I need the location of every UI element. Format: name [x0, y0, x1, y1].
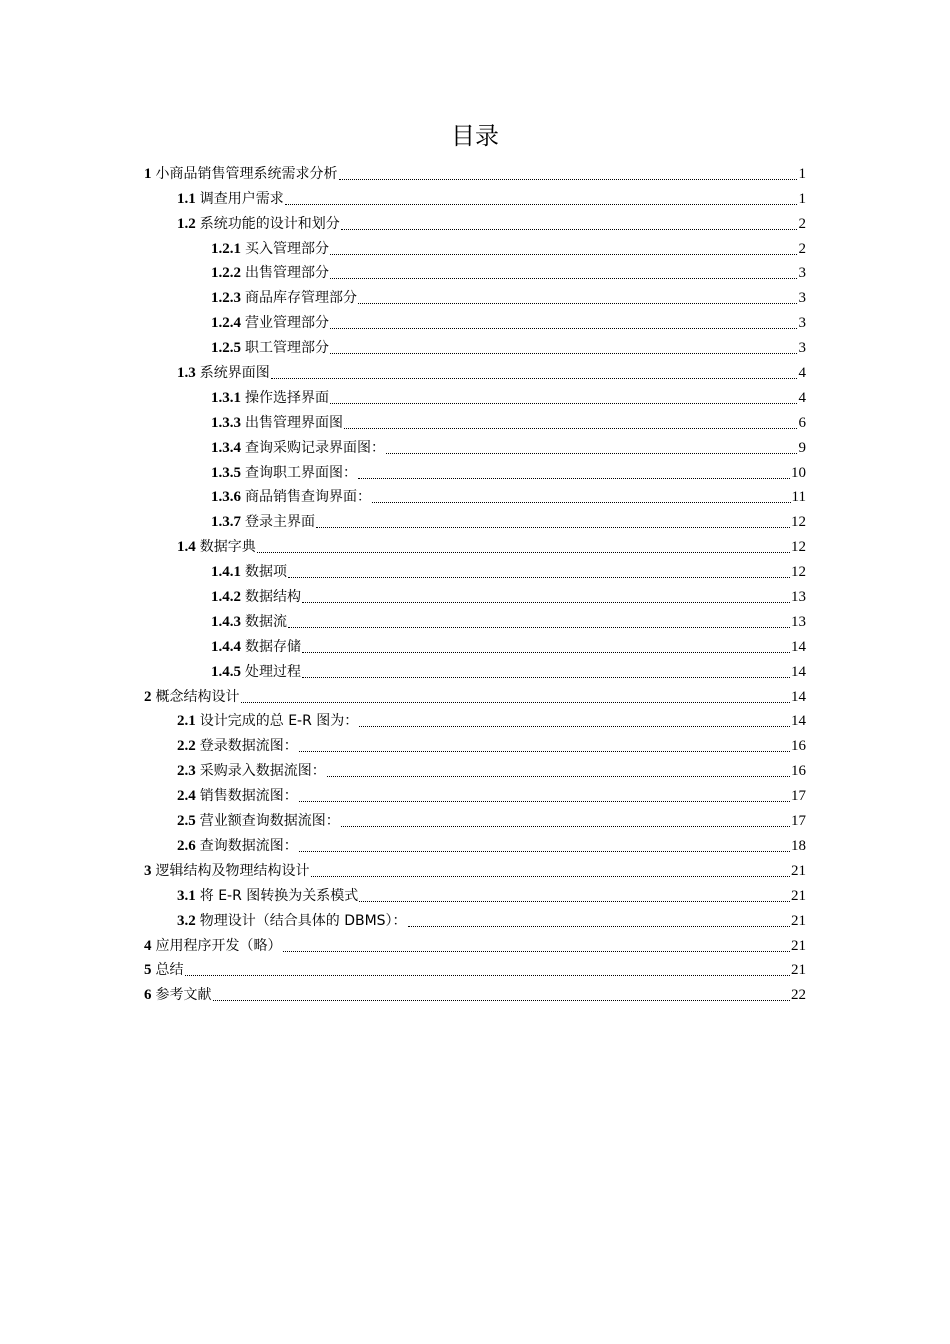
toc-entry-title: 职工管理部分 [245, 340, 329, 357]
toc-entry-title: 商品库存管理部分 [245, 290, 357, 307]
dot-leader [330, 276, 797, 279]
dot-leader [241, 700, 791, 703]
toc-entry-number: 3.2 [177, 912, 196, 929]
toc-entry-title: 查询职工界面图： [245, 464, 357, 481]
toc-entry-number: 2.4 [177, 788, 196, 805]
toc-entry-page: 4 [798, 365, 806, 382]
toc-entry-page: 3 [798, 340, 806, 357]
toc-entry-number: 1.3.6 [211, 489, 241, 506]
dot-leader [330, 401, 797, 404]
toc-entry-number: 1.4.1 [211, 564, 241, 581]
toc-entry-page: 14 [791, 638, 806, 655]
toc-entry-number: 2 [144, 688, 152, 705]
toc-entry[interactable] [144, 161, 806, 186]
toc-entry-page: 9 [798, 439, 806, 456]
toc-entry-number: 1.3.3 [211, 414, 241, 431]
dot-leader [257, 550, 790, 553]
toc-entry-title: 查询采购记录界面图： [245, 439, 385, 456]
toc-entry-number: 4 [144, 937, 152, 954]
toc-entry-number: 2.3 [177, 763, 196, 780]
dot-leader [285, 202, 797, 205]
toc-entry-page: 1 [798, 165, 806, 182]
toc-entry-page: 14 [791, 688, 806, 705]
dot-leader [185, 973, 791, 976]
toc-entry[interactable] [144, 783, 806, 808]
toc-entry[interactable] [144, 908, 806, 933]
toc-entry-page: 13 [791, 613, 806, 630]
toc-entry-number: 1.4 [177, 539, 196, 556]
dot-leader [213, 998, 791, 1001]
toc-entry-number: 1.3.4 [211, 439, 241, 456]
toc-entry-number: 1.2.3 [211, 290, 241, 307]
dot-leader [283, 949, 791, 952]
dot-leader [316, 525, 790, 528]
toc-entry-number: 1.3.7 [211, 514, 241, 531]
dot-leader [386, 451, 797, 454]
toc-entry-page: 17 [791, 813, 806, 830]
toc-entry-page: 2 [798, 215, 806, 232]
toc-entry-number: 1.2.5 [211, 340, 241, 357]
dot-leader [359, 724, 790, 727]
toc-entry-number: 1.4.5 [211, 663, 241, 680]
toc-entry[interactable] [144, 933, 806, 958]
toc-entry-number: 1.4.2 [211, 589, 241, 606]
toc-entry-number: 5 [144, 962, 152, 979]
toc-entry-page: 21 [791, 912, 806, 929]
toc-entry-page: 12 [791, 539, 806, 556]
toc-entry-title: 概念结构设计 [155, 688, 240, 705]
toc-entry[interactable] [144, 559, 806, 584]
dot-leader [359, 899, 790, 902]
toc-entry-title: 操作选择界面 [245, 389, 329, 406]
toc-entry[interactable] [144, 858, 806, 883]
toc-entry-page: 12 [791, 564, 806, 581]
toc-entry-page: 13 [791, 589, 806, 606]
toc-entry-number: 2.6 [177, 837, 196, 854]
toc-entry-page: 14 [791, 663, 806, 680]
toc-entry-title: 物理设计（结合具体的 DBMS）： [199, 912, 407, 929]
toc-entry[interactable] [144, 285, 806, 310]
toc-entry[interactable] [144, 310, 806, 335]
dot-leader [344, 426, 797, 429]
toc-entry-page: 14 [791, 713, 806, 730]
toc-entry-number: 1.3 [177, 365, 196, 382]
toc-entry-page: 1 [798, 190, 806, 207]
toc-entry-page: 2 [798, 240, 806, 257]
toc-entry[interactable] [144, 758, 806, 783]
toc-entry-title: 数据字典 [199, 539, 256, 556]
toc-entry[interactable] [144, 733, 806, 758]
toc-entry-title: 销售数据流图： [199, 788, 298, 805]
dot-leader [330, 351, 797, 354]
toc-entry-title: 数据结构 [245, 589, 301, 606]
toc-entry-title: 数据存储 [245, 638, 301, 655]
toc-entry-number: 1.1 [177, 190, 196, 207]
dot-leader [288, 575, 790, 578]
toc-entry-title: 查询数据流图： [199, 837, 298, 854]
dot-leader [299, 749, 790, 752]
toc-entry-page: 22 [791, 987, 806, 1004]
toc-entry-number: 1.2 [177, 215, 196, 232]
dot-leader [341, 227, 797, 230]
toc-entry-title: 调查用户需求 [199, 190, 284, 207]
toc-entry-title: 数据项 [245, 564, 287, 581]
toc-entry-number: 1.2.2 [211, 265, 241, 282]
toc-entry-number: 1 [144, 165, 152, 182]
toc-entry-page: 10 [791, 464, 806, 481]
toc-entry-title: 登录主界面 [245, 514, 315, 531]
toc-entry[interactable] [144, 360, 806, 385]
toc-entry-number: 2.1 [177, 713, 196, 730]
toc-entry-page: 16 [791, 763, 806, 780]
toc-entry-page: 3 [798, 265, 806, 282]
toc-entry[interactable] [144, 485, 806, 510]
toc-entry[interactable] [144, 833, 806, 858]
toc-entry-number: 1.2.4 [211, 315, 241, 332]
dot-leader [288, 625, 790, 628]
toc-entry[interactable] [144, 883, 806, 908]
toc-entry-title: 出售管理部分 [245, 265, 329, 282]
toc-entry[interactable] [144, 509, 806, 534]
dot-leader [358, 301, 797, 304]
dot-leader [330, 326, 797, 329]
toc-entry[interactable] [144, 534, 806, 559]
toc-entry-title: 营业管理部分 [245, 315, 329, 332]
dot-leader [299, 849, 790, 852]
dot-leader [330, 252, 797, 255]
toc-entry-number: 1.4.4 [211, 638, 241, 655]
dot-leader [302, 650, 790, 653]
toc-entry-title: 商品销售查询界面： [245, 489, 371, 506]
dot-leader [271, 376, 797, 379]
toc-entry-title: 设计完成的总 E-R 图为： [199, 713, 359, 730]
dot-leader [339, 177, 798, 180]
toc-entry-number: 1.3.1 [211, 389, 241, 406]
toc-entry[interactable] [144, 982, 806, 1007]
toc-entry[interactable] [144, 435, 806, 460]
toc-entry[interactable] [144, 261, 806, 286]
toc-entry-page: 21 [791, 937, 806, 954]
toc-entry[interactable] [144, 659, 806, 684]
toc-entry-number: 2.2 [177, 738, 196, 755]
toc-entry-number: 3.1 [177, 887, 196, 904]
toc-entry-title: 登录数据流图： [199, 738, 298, 755]
toc-entry-page: 3 [798, 315, 806, 332]
toc-entry[interactable] [144, 709, 806, 734]
dot-leader [341, 824, 790, 827]
dot-leader [302, 675, 790, 678]
toc-entry[interactable] [144, 684, 806, 709]
toc-entry[interactable] [144, 634, 806, 659]
toc-entry-number: 6 [144, 987, 152, 1004]
toc-entry-page: 4 [798, 389, 806, 406]
toc-entry-number: 2.5 [177, 813, 196, 830]
toc-entry[interactable] [144, 584, 806, 609]
dot-leader [408, 924, 790, 927]
toc-entry-title: 应用程序开发（略） [155, 937, 282, 954]
toc-entry-page: 11 [791, 489, 806, 506]
toc-entry-page: 3 [798, 290, 806, 307]
dot-leader [311, 874, 791, 877]
toc-entry-title: 逻辑结构及物理结构设计 [155, 862, 310, 879]
toc-entry[interactable] [144, 808, 806, 833]
toc-entry-title: 出售管理界面图 [245, 414, 343, 431]
toc-entry-page: 21 [791, 862, 806, 879]
toc-entry-page: 6 [798, 414, 806, 431]
toc-entry-title: 买入管理部分 [245, 240, 329, 257]
dot-leader [327, 774, 790, 777]
toc-entry-title: 营业额查询数据流图： [199, 813, 340, 830]
toc-entry[interactable] [144, 958, 806, 983]
dot-leader [302, 600, 790, 603]
toc-entry-page: 18 [791, 837, 806, 854]
toc-entry[interactable] [144, 335, 806, 360]
toc-entry-number: 1.2.1 [211, 240, 241, 257]
toc-entry-page: 16 [791, 738, 806, 755]
toc-entry-title: 总结 [155, 962, 184, 979]
toc-entry-title: 系统界面图 [199, 365, 270, 382]
toc-entry[interactable] [144, 460, 806, 485]
toc-entry-page: 12 [791, 514, 806, 531]
table-of-contents [144, 161, 806, 1007]
toc-entry-page: 17 [791, 788, 806, 805]
toc-entry[interactable] [144, 186, 806, 211]
toc-entry-title: 系统功能的设计和划分 [199, 215, 340, 232]
toc-entry[interactable] [144, 609, 806, 634]
toc-entry-title: 参考文献 [155, 987, 212, 1004]
dot-leader [358, 476, 790, 479]
toc-entry[interactable] [144, 385, 806, 410]
toc-entry[interactable] [144, 211, 806, 236]
toc-entry-title: 处理过程 [245, 663, 301, 680]
toc-entry-page: 21 [791, 962, 806, 979]
page-title: 目录 [451, 122, 499, 150]
toc-entry-page: 21 [791, 887, 806, 904]
toc-entry-number: 1.4.3 [211, 613, 241, 630]
toc-entry[interactable] [144, 410, 806, 435]
toc-entry-number: 3 [144, 862, 152, 879]
dot-leader [372, 500, 791, 503]
toc-entry[interactable] [144, 236, 806, 261]
toc-entry-title: 将 E-R 图转换为关系模式 [199, 887, 359, 904]
dot-leader [299, 799, 790, 802]
toc-entry-title: 数据流 [245, 613, 287, 630]
toc-entry-number: 1.3.5 [211, 464, 241, 481]
toc-entry-title: 采购录入数据流图： [199, 763, 326, 780]
toc-entry-title: 小商品销售管理系统需求分析 [155, 165, 338, 182]
